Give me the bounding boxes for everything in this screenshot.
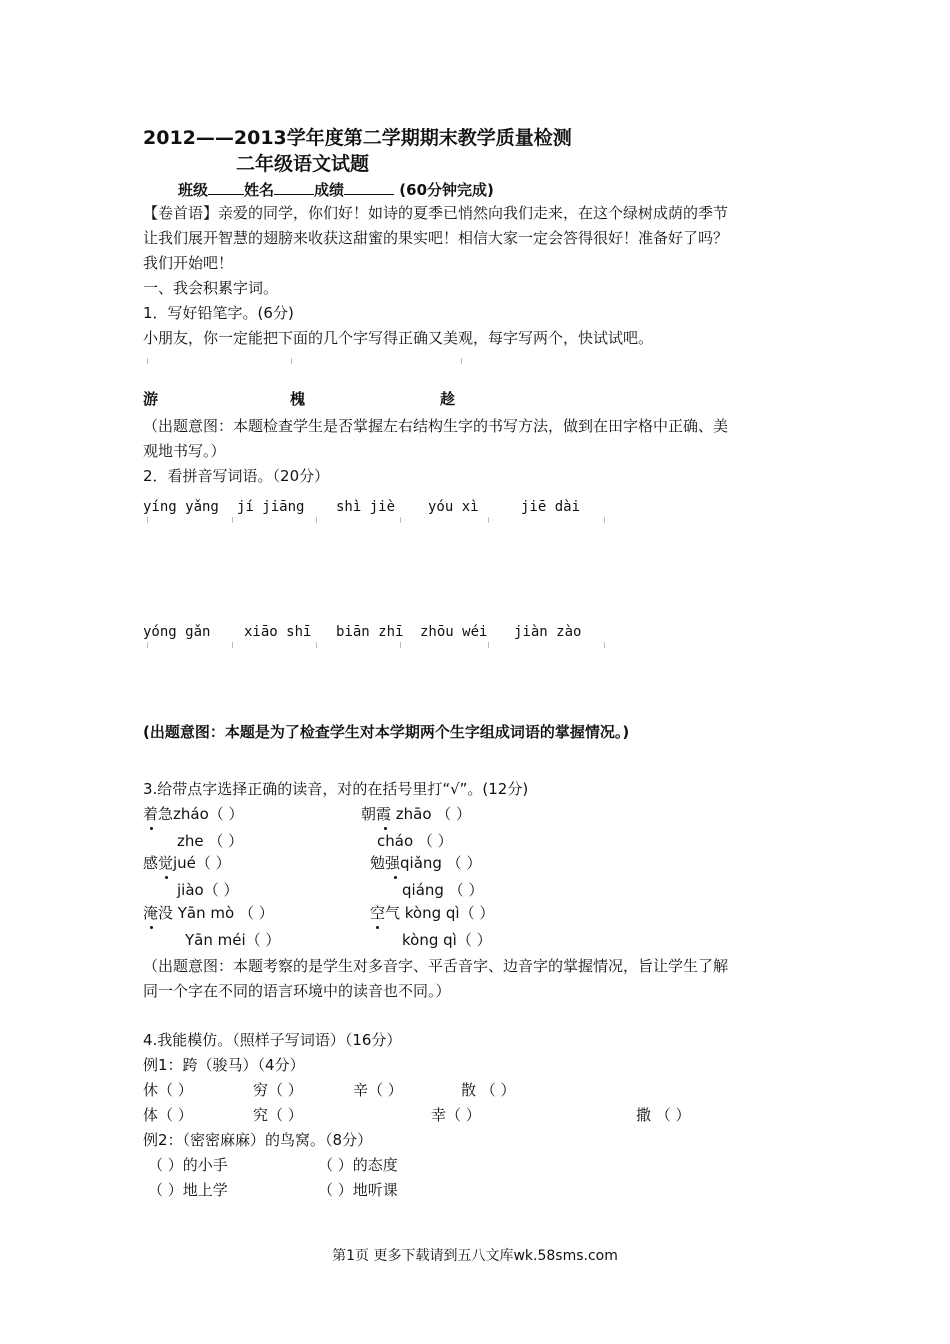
q3-intent-line-2: 同一个字在不同的语言环境中的读音也不同。） [143,982,451,1000]
pinyin-item: yíng yǎng [143,499,219,515]
practice-char-3: 趁 [440,390,456,408]
emphasis-dot [150,926,153,929]
name-label: 姓名 [244,181,275,199]
grid-mark [316,517,317,523]
score-label: 成绩 [314,181,345,199]
grid-mark [461,358,462,364]
name-blank[interactable] [274,180,314,195]
grid-mark [316,642,317,648]
q3-item: 淹没 Yān mò （ ） [143,904,274,922]
q3-item: qiáng （ ） [402,881,484,899]
page-footer: 第1页 更多下载请到五八文库wk.58sms.com [332,1248,618,1264]
score-blank[interactable] [344,180,394,195]
class-blank[interactable] [208,180,244,195]
q2-title: 2．看拼音写词语。（20分） [143,467,330,485]
q4-item: 辛（ ） [353,1081,403,1099]
pinyin-item: jiàn zào [514,624,582,640]
pinyin-item: zhōu wéi [420,624,488,640]
q4-item: 幸（ ） [431,1106,481,1124]
grid-mark [488,642,489,648]
preface-line-3: 我们开始吧！ [143,254,234,272]
emphasis-dot [384,827,387,830]
q3-item: 勉强qiǎng （ ） [370,854,482,872]
time-note: (60分钟完成) [399,181,494,199]
q3-intent-line-1: （出题意图：本题考察的是学生对多音字、平舌音字、边音字的掌握情况，旨让学生了解 [143,957,729,975]
q1-title: 1．写好铅笔字。(6分) [143,304,294,322]
pinyin-item: shì jiè [336,499,396,515]
grid-mark [147,358,148,364]
q4-item: 体（ ） [143,1106,193,1124]
q3-item: 感觉jué（ ） [143,854,231,872]
q4-item: 散 （ ） [461,1081,516,1099]
q4-item: 穷（ ） [253,1081,303,1099]
q4-item: 休（ ） [143,1081,193,1099]
class-label: 班级 [178,181,209,199]
exam-title: 2012——2013学年度第二学期期末教学质量检测 [143,127,572,149]
q4-item: （ ）的小手 [148,1156,228,1174]
q4-example-1: 例1：跨（骏马）（4分） [143,1056,305,1074]
pinyin-item: xiāo shī [244,624,312,640]
q4-title: 4.我能模仿。（照样子写词语）（16分） [143,1031,402,1049]
emphasis-dot [165,876,168,879]
grid-mark [147,642,148,648]
practice-char-2: 槐 [290,390,306,408]
q4-item: （ ）的态度 [318,1156,398,1174]
pinyin-item: yóu xì [428,499,479,515]
q3-item: Yān méi（ ） [185,931,281,949]
q1-intent-line-2: 观地书写。） [143,442,226,460]
q4-example-2: 例2：（密密麻麻）的鸟窝。（8分） [143,1131,373,1149]
grid-mark [147,517,148,523]
emphasis-dot [394,876,397,879]
q3-item: 着急zháo（ ） [143,805,244,823]
q3-item: 空气 kòng qì（ ） [370,904,495,922]
practice-char-1: 游 [143,390,159,408]
emphasis-dot [150,827,153,830]
grid-mark [400,642,401,648]
q3-item: kòng qì（ ） [402,931,492,949]
student-info-line [178,180,494,199]
pinyin-item: jiē dài [521,499,581,515]
q4-item: 究（ ） [253,1106,303,1124]
preface-line-2: 让我们展开智慧的翅膀来收获这甜蜜的果实吧！相信大家一定会答得很好！准备好了吗？ [143,229,729,247]
q4-item: （ ）地听课 [318,1181,398,1199]
grid-mark [488,517,489,523]
grid-mark [604,642,605,648]
pinyin-item: yóng gǎn [143,624,211,640]
q3-item: 朝霞 zhāo （ ） [361,805,472,823]
q1-intent-line-1: （出题意图：本题检查学生是否掌握左右结构生字的书写方法，做到在田字格中正确、美 [143,417,729,435]
pinyin-item: biān zhī [336,624,404,640]
grid-mark [400,517,401,523]
pinyin-item: jí jiāng [237,499,305,515]
grid-mark [291,358,292,364]
preface-line-1: 【卷首语】亲爱的同学，你们好！如诗的夏季已悄然向我们走来，在这个绿树成荫的季节 [143,204,729,222]
q4-item: （ ）地上学 [148,1181,228,1199]
q3-title: 3.给带点字选择正确的读音，对的在括号里打“√”。(12分) [143,780,529,798]
q4-item: 撒 （ ） [636,1106,691,1124]
grid-mark [604,517,605,523]
q1-instruction: 小朋友，你一定能把下面的几个字写得正确又美观，每字写两个，快试试吧。 [143,329,654,347]
emphasis-dot [376,926,379,929]
exam-subtitle: 二年级语文试题 [236,153,370,175]
section-title: 一、我会积累字词。 [143,279,279,297]
grid-mark [232,642,233,648]
q2-intent: (出题意图：本题是为了检查学生对本学期两个生字组成词语的掌握情况。) [143,723,630,741]
q3-item: jiào（ ） [177,881,239,899]
q3-item: zhe （ ） [177,832,244,850]
q3-item: cháo （ ） [377,832,453,850]
grid-mark [232,517,233,523]
